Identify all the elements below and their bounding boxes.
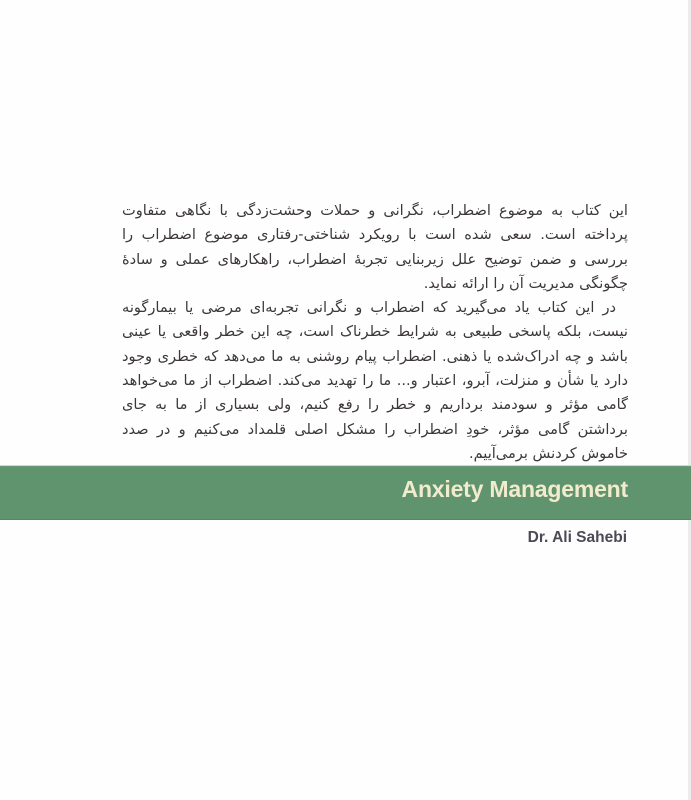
- author-name: Dr. Ali Sahebi: [527, 529, 627, 546]
- blurb-paragraph-2: در این کتاب یاد می‌گیرید که اضطراب و نگرانی تجربه‌ای مرضی یا بیمارگونه نیست، بلکه پاسخی طبیعی به شرایط خطرناک است، چه این خطر واقعی یا عینی باشد و چه ادراک‌شده یا ذهنی. اضطراب پیام روشنی به ما می‌دهد که خطری وجود دارد یا شأن و منزلت، آبرو، اعتبار و... ما را تهدید می‌کند. اضطراب از ما می‌خواهد گامی مؤثر و سودمند برداریم و خطر را رفع کنیم، ولی بسیاری از ما به جای برداشتن گامی مؤثر، خودِ اضطراب را مشکل اصلی قلمداد می‌کنیم و در صدد خاموش کردنش برمی‌آییم.: [122, 299, 628, 462]
- book-title-english: Anxiety Management: [401, 476, 628, 502]
- blurb-paragraph-1: این کتاب به موضوع اضطراب، نگرانی و حملات وحشت‌زدگی با نگاهی متفاوت پرداخته است. سعی شده است با رویکرد شناختی-رفتاری موضوع اضطراب را بررسی و ضمن توضیح علل زیربنایی تجربهٔ اضطراب، راهکارهای عملی و سادهٔ چگونگی مدیریت آن را ارائه نماید.: [122, 202, 628, 292]
- blurb-text-block: [122, 199, 628, 466]
